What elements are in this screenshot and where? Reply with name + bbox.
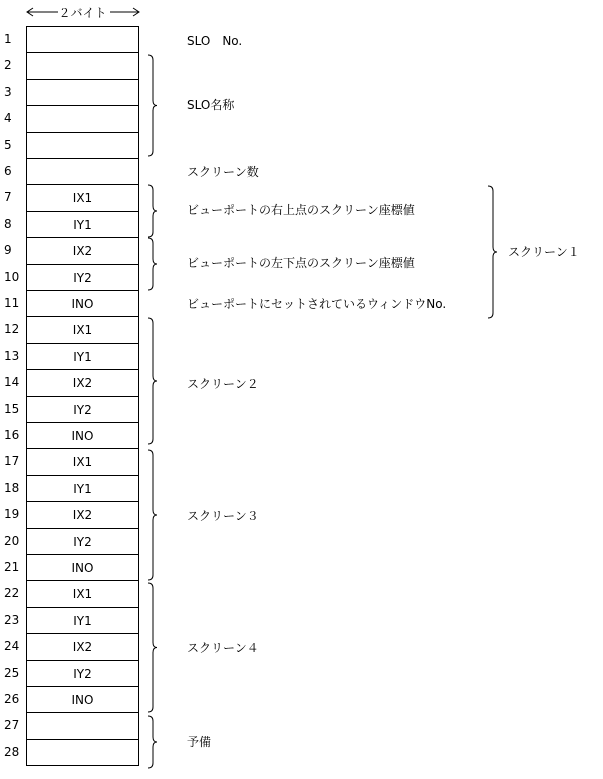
row-number: 22	[4, 586, 20, 601]
table-cell: INO	[26, 686, 139, 712]
brace-slo-name	[148, 55, 157, 156]
table-cell: IX1	[26, 448, 139, 474]
row-number: 4	[4, 111, 12, 126]
row-number: 10	[4, 269, 20, 284]
desc-screen3: スクリーン３	[187, 509, 259, 523]
row-number: 12	[4, 322, 20, 337]
row-number: 24	[4, 639, 20, 654]
brace-screen3	[148, 450, 157, 580]
table-cell: IX2	[26, 501, 139, 527]
table-cell: IX2	[26, 633, 139, 659]
brace-screen2	[148, 318, 157, 444]
row-number: 17	[4, 454, 20, 469]
table-cell: INO	[26, 290, 139, 316]
table-cell: IY2	[26, 660, 139, 686]
desc-reserve: 予備	[187, 735, 212, 749]
row-number: 18	[4, 480, 20, 495]
row-number: 5	[4, 137, 12, 152]
row-number: 16	[4, 428, 20, 442]
brace-reserve	[148, 716, 157, 768]
row-number: 15	[4, 401, 20, 416]
table-cell: IY1	[26, 475, 139, 501]
row-number: 1	[4, 32, 12, 46]
desc-window-no: ビューポートにセットされているウィンドウNo.	[187, 297, 447, 311]
row-number: 28	[4, 744, 20, 759]
desc-screen2: スクリーン２	[187, 377, 259, 391]
table-cell: INO	[26, 554, 139, 580]
table-cell: IY1	[26, 343, 139, 369]
row-number: 2	[4, 58, 12, 73]
row-number: 19	[4, 507, 20, 522]
row-number: 26	[4, 692, 20, 706]
brace-upper-right	[148, 185, 157, 237]
table-cell: INO	[26, 422, 139, 448]
desc-screen-count: スクリーン数	[187, 165, 259, 179]
row-number: 7	[4, 190, 12, 205]
row-number: 21	[4, 560, 20, 574]
brace-screen1	[488, 186, 497, 318]
brace-screen4	[148, 583, 157, 712]
desc-lower-left: ビューポートの左下点のスクリーン座標値	[187, 256, 415, 270]
table-cell: IX1	[26, 184, 139, 210]
table-cell: IY2	[26, 528, 139, 554]
row-number: 27	[4, 718, 20, 733]
desc-screen4: スクリーン４	[187, 641, 259, 655]
table-cell: IY2	[26, 396, 139, 422]
brace-lower-left	[148, 238, 157, 290]
table-cell: IY2	[26, 264, 139, 290]
table-cell: IY1	[26, 607, 139, 633]
row-number: 14	[4, 375, 20, 390]
row-number: 20	[4, 533, 20, 548]
desc-screen1: スクリーン１	[508, 245, 580, 259]
row-number: 23	[4, 612, 20, 627]
row-number: 8	[4, 216, 12, 231]
table-cell: IX1	[26, 316, 139, 342]
table-cell: IX2	[26, 237, 139, 263]
row-number: 13	[4, 348, 20, 363]
desc-slo-no: SLO No.	[187, 34, 243, 48]
table-cell: IY1	[26, 211, 139, 237]
row-number: 11	[4, 296, 20, 310]
desc-slo-name: SLO名称	[187, 98, 235, 112]
row-number: 25	[4, 665, 20, 680]
table-cell: IX2	[26, 369, 139, 395]
row-number: 3	[4, 84, 12, 99]
table-cell: IX1	[26, 580, 139, 606]
row-number: 9	[4, 243, 12, 258]
desc-upper-right: ビューポートの右上点のスクリーン座標値	[187, 203, 415, 217]
width-label: ２バイト	[58, 6, 107, 20]
row-number: 6	[4, 164, 12, 178]
